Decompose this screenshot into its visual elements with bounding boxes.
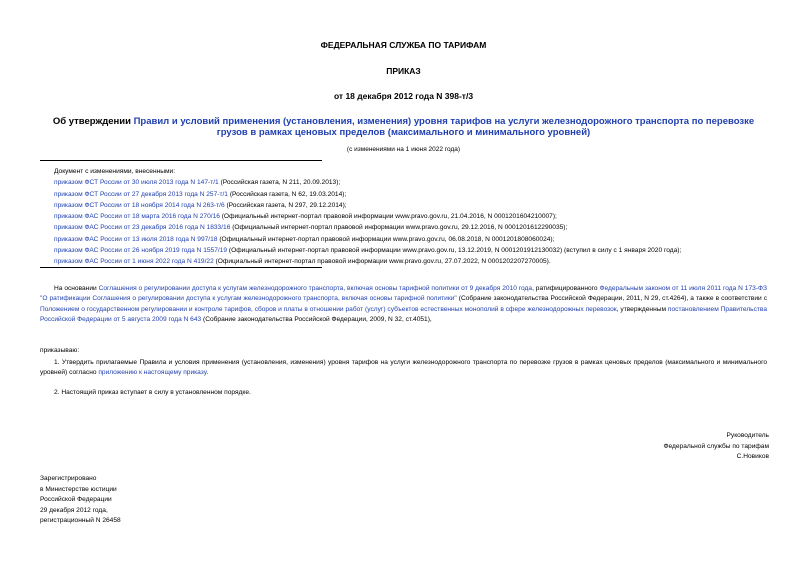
change-link[interactable]: приказом ФСТ России от 27 декабря 2013 года N 257-т/1 — [54, 190, 228, 198]
amend-note: (с изменениями на 1 июня 2022 года) — [346, 146, 461, 153]
regulation-link[interactable]: Положением о государственном регулировании и контроле тарифов, сборов и платы в отношении работ (услуг) субъектов естественных монополий в сфере железнодорожных перевозок — [40, 305, 617, 313]
change-item — [54, 189, 681, 200]
change-link[interactable]: приказом ФАС России от 1 июня 2022 года N 419/22 — [54, 258, 214, 266]
change-link[interactable]: приказом ФСТ России от 30 июля 2013 года N 147-т/1 — [54, 179, 219, 187]
registration-block — [40, 474, 121, 527]
bottom-divider — [40, 267, 322, 268]
agreement-link[interactable]: Соглашения о регулировании доступа к услугам железнодорожного транспорта, включая основы тарифной политики от 9 декабря 2010 года — [98, 285, 533, 292]
change-source: (Официальный интернет-портал правовой информации www.pravo.gov.ru, 29.12.2016, N 0001201612290035); — [230, 224, 568, 232]
registration-date: 29 декабря 2012 года, — [40, 506, 108, 514]
basis-paragraph — [40, 284, 767, 326]
changes-list — [54, 166, 681, 268]
change-item — [54, 256, 681, 267]
change-link[interactable]: приказом ФСТ России от 18 ноября 2014 года N 263-т/6 — [54, 201, 225, 209]
title-link[interactable]: Правил и условий применения (установления, изменения) уровня тарифов на услуги железнодорожного транспорта по перевозке грузов в рамках ценовых пределов (максимального и минимального уровней) — [133, 116, 755, 138]
federal-law-link[interactable]: Федеральным законом от 11 июля 2011 года N 173-ФЗ "О ратификации Соглашения о регулировании доступа к услугам железнодорожного транспорта, включая основы тарифной политики" — [40, 285, 767, 303]
document-title — [40, 116, 767, 138]
item-1-end: . — [206, 369, 209, 377]
registration-line: Российской Федерации — [40, 496, 112, 503]
registration-line: в Министерстве юстиции — [40, 485, 117, 493]
item-1-paragraph — [40, 358, 767, 379]
appendix-link[interactable]: приложению к настоящему приказу — [98, 369, 207, 377]
change-link[interactable]: приказом ФАС России от 26 ноября 2019 года N 1557/19 — [54, 247, 228, 255]
change-item — [54, 200, 681, 211]
signature-block — [664, 431, 770, 463]
basis-text: (Собрание законодательства Российской Федерации, 2011, N 29, ст.4264), а также в соответствии с — [456, 295, 767, 303]
change-source: (Российская газета, N 297, 29.12.2014); — [224, 201, 347, 209]
registration-line: Зарегистрировано — [40, 475, 97, 482]
change-item — [54, 177, 681, 188]
signature-line: Федеральной службы по тарифам — [663, 442, 769, 450]
changes-intro: Документ с изменениями, внесенными: — [54, 168, 176, 175]
date-number-heading: от 18 декабря 2012 года N 398-т/3 — [333, 91, 474, 101]
change-item — [54, 222, 681, 233]
change-item — [54, 211, 681, 222]
signature-line: Руководитель — [726, 432, 769, 439]
change-source: (Официальный интернет-портал правовой информации www.pravo.gov.ru, 06.08.2018, N 0001201808060024); — [217, 235, 555, 243]
registration-number: регистрационный N 26458 — [40, 517, 121, 524]
basis-text: , ратифицированного — [532, 285, 600, 292]
top-divider — [40, 160, 322, 161]
change-link[interactable]: приказом ФАС России от 18 марта 2016 года N 270/16 — [54, 213, 220, 221]
government-decree-link[interactable]: постановлением Правительства Российской Федерации от 5 августа 2009 года N 643 — [40, 305, 768, 324]
basis-text: (Собрание законодательства Российской Федерации, 2009, N 32, ст.4051), — [201, 316, 432, 324]
change-item — [54, 245, 681, 256]
title-prefix: Об утверждении — [52, 116, 134, 127]
basis-text: , утвержденным — [616, 305, 668, 313]
prikazyvayu-label: приказываю: — [40, 347, 80, 354]
change-source: (Официальный интернет-портал правовой информации www.pravo.gov.ru, 21.04.2016, N 0001201604210007); — [219, 213, 557, 221]
agency-heading: ФЕДЕРАЛЬНАЯ СЛУЖБА ПО ТАРИФАМ — [320, 40, 487, 50]
change-link[interactable]: приказом ФАС России от 13 июля 2018 года N 997/18 — [54, 235, 218, 243]
signature-name: С.Новиков — [736, 453, 769, 460]
change-source: (Официальный интернет-портал правовой информации www.pravo.gov.ru, 27.07.2022, N 0001202207270005). — [213, 258, 551, 266]
doc-type-heading: ПРИКАЗ — [386, 66, 421, 76]
item-2-paragraph: 2. Настоящий приказ вступает в силу в установленном порядке. — [54, 389, 251, 396]
change-source: (Официальный интернет-портал правовой информации www.pravo.gov.ru, 13.12.2019, N 0001201912130032) (вступил в силу с 1 января 2020 года); — [227, 247, 682, 255]
change-source: (Российская газета, N 62, 19.03.2014); — [227, 190, 347, 198]
change-link[interactable]: приказом ФАС России от 23 декабря 2016 года N 1833/16 — [54, 224, 231, 232]
change-item — [54, 234, 681, 245]
item-1-text: 1. Утвердить прилагаемые Правила и условия применения (установления, изменения) уровня тарифов на услуги железнодорожного транспорта по перевозке грузов в рамках ценовых пределов (максимального и минимального уровней) согласно — [40, 359, 767, 377]
change-source: (Российская газета, N 211, 20.09.2013); — [218, 179, 341, 187]
basis-text: На основании — [54, 285, 99, 292]
